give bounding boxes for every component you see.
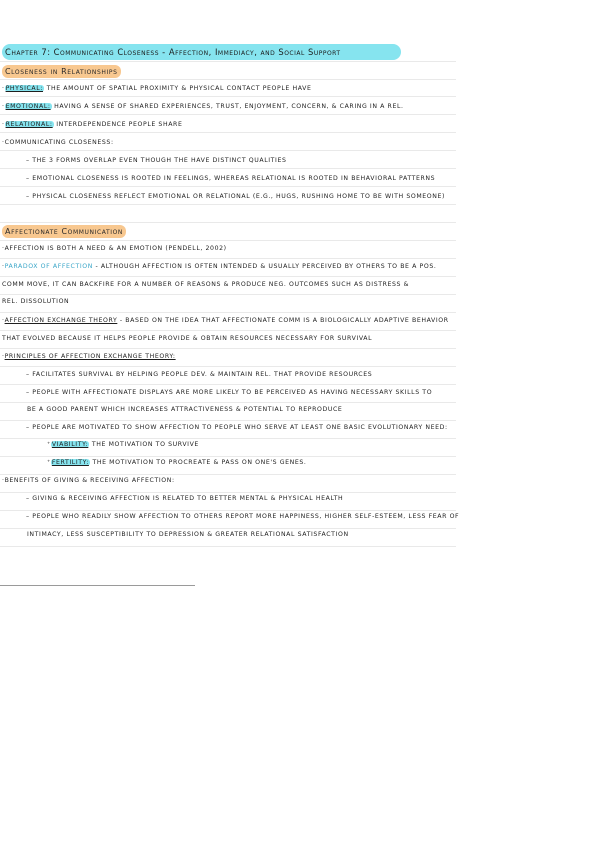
sub-bullet-text: PHYSICAL CLOSENESS REFLECT EMOTIONAL OR RELATIONAL (E.G., HUGS, RUSHING HOME TO BE WITH SOMEONE) [32, 193, 445, 200]
bullet-paradox: ·PARADOX OF AFFECTION - ALTHOUGH AFFECTION IS OFTEN INTENDED & USUALLY PERCEIVED BY OTHERS TO BE A POS. [2, 263, 437, 270]
ruled-line [0, 258, 456, 259]
ruled-line [0, 222, 456, 223]
section-heading-closeness: Closeness in Relationships [2, 65, 121, 78]
ruled-line [0, 276, 456, 277]
section-heading-affectionate: Affectionate Communication [2, 225, 126, 238]
ruled-line [0, 456, 456, 457]
ruled-line [0, 96, 456, 97]
definition-relational-text: INTERDEPENDENCE PEOPLE SHARE [56, 121, 183, 128]
term-emotional: EMOTIONAL: [5, 103, 51, 110]
page-title: Chapter 7: Communicating Closeness - Affection, Immediacy, and Social Support [2, 44, 401, 60]
aet-text: - BASED ON THE IDEA THAT AFFECTIONATE COMM IS A BIOLOGICALLY ADAPTIVE BEHAVIOR [117, 317, 449, 324]
definition-physical: ·PHYSICAL: THE AMOUNT OF SPATIAL PROXIMITY & PHYSICAL CONTACT PEOPLE HAVE [2, 85, 312, 92]
term-viability: VIABILITY: [51, 441, 89, 448]
ruled-line [0, 492, 456, 493]
ruled-line [0, 294, 456, 295]
sub-bullet-continued: INTIMACY, LESS SUSCEPTIBILITY TO DEPRESSION & GREATER RELATIONAL SATISFACTION [27, 531, 349, 538]
term-affection-exchange-theory: AFFECTION EXCHANGE THEORY [4, 317, 118, 324]
ruled-line [0, 240, 456, 241]
ruled-line [0, 402, 456, 403]
ruled-line [0, 384, 456, 385]
ruled-line [0, 420, 456, 421]
bullet-communicating-closeness: ·COMMUNICATING CLOSENESS: [2, 139, 114, 146]
sub-bullet-text: PEOPLE WITH AFFECTIONATE DISPLAYS ARE MORE LIKELY TO BE PERCEIVED AS HAVING NECESSARY SKILLS TO [32, 389, 433, 396]
bullet-affection-need: ·AFFECTION IS BOTH A NEED & AN EMOTION (PENDELL, 2002) [2, 245, 227, 252]
term-physical: PHYSICAL: [5, 85, 43, 92]
sub-bullet-text: PEOPLE WHO READILY SHOW AFFECTION TO OTHERS REPORT MORE HAPPINESS, HIGHER SELF-ESTEEM, LESS FEAR OF [32, 513, 460, 520]
ruled-line [0, 474, 456, 475]
need-fertility: ⁺FERTILITY: THE MOTIVATION TO PROCREATE & PASS ON ONE'S GENES. [47, 459, 307, 466]
ruled-line [0, 168, 456, 169]
sub-bullet-continued: BE A GOOD PARENT WHICH INCREASES ATTRACTIVENESS & POTENTIAL TO REPRODUCE [27, 406, 343, 413]
sub-bullet-text: FACILITATES SURVIVAL BY HELPING PEOPLE DEV. & MAINTAIN REL. THAT PROVIDE RESOURCES [32, 371, 373, 378]
paradox-continued: COMM MOVE, IT CAN BACKFIRE FOR A NUMBER OF REASONS & PRODUCE NEG. OUTCOMES SUCH AS DISTRESS & [2, 281, 410, 288]
sub-bullet: – PEOPLE WITH AFFECTIONATE DISPLAYS ARE MORE LIKELY TO BE PERCEIVED AS HAVING NECESSARY SKILLS TO [26, 389, 433, 396]
bullet-principles: ·PRINCIPLES OF AFFECTION EXCHANGE THEORY: [2, 353, 176, 360]
bullet-aet: ·AFFECTION EXCHANGE THEORY - BASED ON THE IDEA THAT AFFECTIONATE COMM IS A BIOLOGICALLY ADAPTIVE BEHAVIOR [2, 317, 449, 324]
definition-physical-text: THE AMOUNT OF SPATIAL PROXIMITY & PHYSICAL CONTACT PEOPLE HAVE [46, 85, 312, 92]
sub-bullet: – GIVING & RECEIVING AFFECTION IS RELATED TO BETTER MENTAL & PHYSICAL HEALTH [26, 495, 344, 502]
principles-heading: PRINCIPLES OF AFFECTION EXCHANGE THEORY: [4, 353, 176, 360]
ruled-line [0, 312, 456, 313]
ruled-line [0, 114, 456, 115]
ruled-line [0, 186, 456, 187]
sub-bullet: – PEOPLE WHO READILY SHOW AFFECTION TO OTHERS REPORT MORE HAPPINESS, HIGHER SELF-ESTEEM, LESS FEAR OF [26, 513, 460, 520]
sub-bullet: – PHYSICAL CLOSENESS REFLECT EMOTIONAL OR RELATIONAL (E.G., HUGS, RUSHING HOME TO BE WITH SOMEONE) [26, 193, 445, 200]
viability-def: THE MOTIVATION TO SURVIVE [91, 441, 199, 448]
ruled-line [0, 204, 456, 205]
sub-bullet: – EMOTIONAL CLOSENESS IS ROOTED IN FEELINGS, WHEREAS RELATIONAL IS ROOTED IN BEHAVIORAL PATTERNS [26, 175, 436, 182]
ruled-line [0, 150, 456, 151]
sub-bullet-text: PEOPLE ARE MOTIVATED TO SHOW AFFECTION TO PEOPLE WHO SERVE AT LEAST ONE BASIC EVOLUTIONARY NEED: [32, 424, 448, 431]
benefits-heading: BENEFITS OF GIVING & RECEIVING AFFECTION: [4, 477, 175, 484]
sub-bullet: – THE 3 FORMS OVERLAP EVEN THOUGH THE HAVE DISTINCT QUALITIES [26, 157, 287, 164]
ruled-line [0, 348, 456, 349]
ruled-line [0, 546, 456, 547]
ruled-line [0, 61, 456, 62]
term-paradox-of-affection: PARADOX OF AFFECTION [4, 263, 93, 270]
ruled-line [0, 366, 456, 367]
bullet-benefits: ·BENEFITS OF GIVING & RECEIVING AFFECTION: [2, 477, 175, 484]
sub-bullet-text: GIVING & RECEIVING AFFECTION IS RELATED TO BETTER MENTAL & PHYSICAL HEALTH [32, 495, 344, 502]
ruled-line [0, 438, 456, 439]
communicating-closeness-text: COMMUNICATING CLOSENESS: [4, 139, 114, 146]
ruled-line [0, 330, 456, 331]
affection-need-text: AFFECTION IS BOTH A NEED & AN EMOTION (PENDELL, 2002) [4, 245, 227, 252]
ruled-line [0, 79, 456, 80]
fertility-def: THE MOTIVATION TO PROCREATE & PASS ON ONE'S GENES. [92, 459, 307, 466]
aet-continued: THAT EVOLVED BECAUSE IT HELPS PEOPLE PROVIDE & OBTAIN RESOURCES NECESSARY FOR SURVIVAL [2, 335, 373, 342]
need-viability: ⁺VIABILITY: THE MOTIVATION TO SURVIVE [47, 441, 199, 448]
definition-emotional: ·EMOTIONAL: HAVING A SENSE OF SHARED EXPERIENCES, TRUST, ENJOYMENT, CONCERN, & CARING IN A REL. [2, 103, 404, 110]
term-fertility: FERTILITY: [51, 459, 89, 466]
ruled-line [0, 132, 456, 133]
paradox-text: - ALTHOUGH AFFECTION IS OFTEN INTENDED & USUALLY PERCEIVED BY OTHERS TO BE A POS. [92, 263, 437, 270]
footnote-rule [0, 585, 195, 586]
definition-relational: ·RELATIONAL: INTERDEPENDENCE PEOPLE SHARE [2, 121, 183, 128]
sub-bullet-text: EMOTIONAL CLOSENESS IS ROOTED IN FEELINGS, WHEREAS RELATIONAL IS ROOTED IN BEHAVIORAL PATTERNS [32, 175, 436, 182]
sub-bullet: – PEOPLE ARE MOTIVATED TO SHOW AFFECTION TO PEOPLE WHO SERVE AT LEAST ONE BASIC EVOLUTIONARY NEED: [26, 424, 448, 431]
sub-bullet-text: THE 3 FORMS OVERLAP EVEN THOUGH THE HAVE DISTINCT QUALITIES [32, 157, 287, 164]
sub-bullet: – FACILITATES SURVIVAL BY HELPING PEOPLE DEV. & MAINTAIN REL. THAT PROVIDE RESOURCES [26, 371, 373, 378]
term-relational: RELATIONAL: [5, 121, 53, 128]
ruled-line [0, 528, 456, 529]
definition-emotional-text: HAVING A SENSE OF SHARED EXPERIENCES, TRUST, ENJOYMENT, CONCERN, & CARING IN A REL. [54, 103, 404, 110]
ruled-line [0, 510, 456, 511]
paradox-continued: REL. DISSOLUTION [2, 298, 70, 305]
